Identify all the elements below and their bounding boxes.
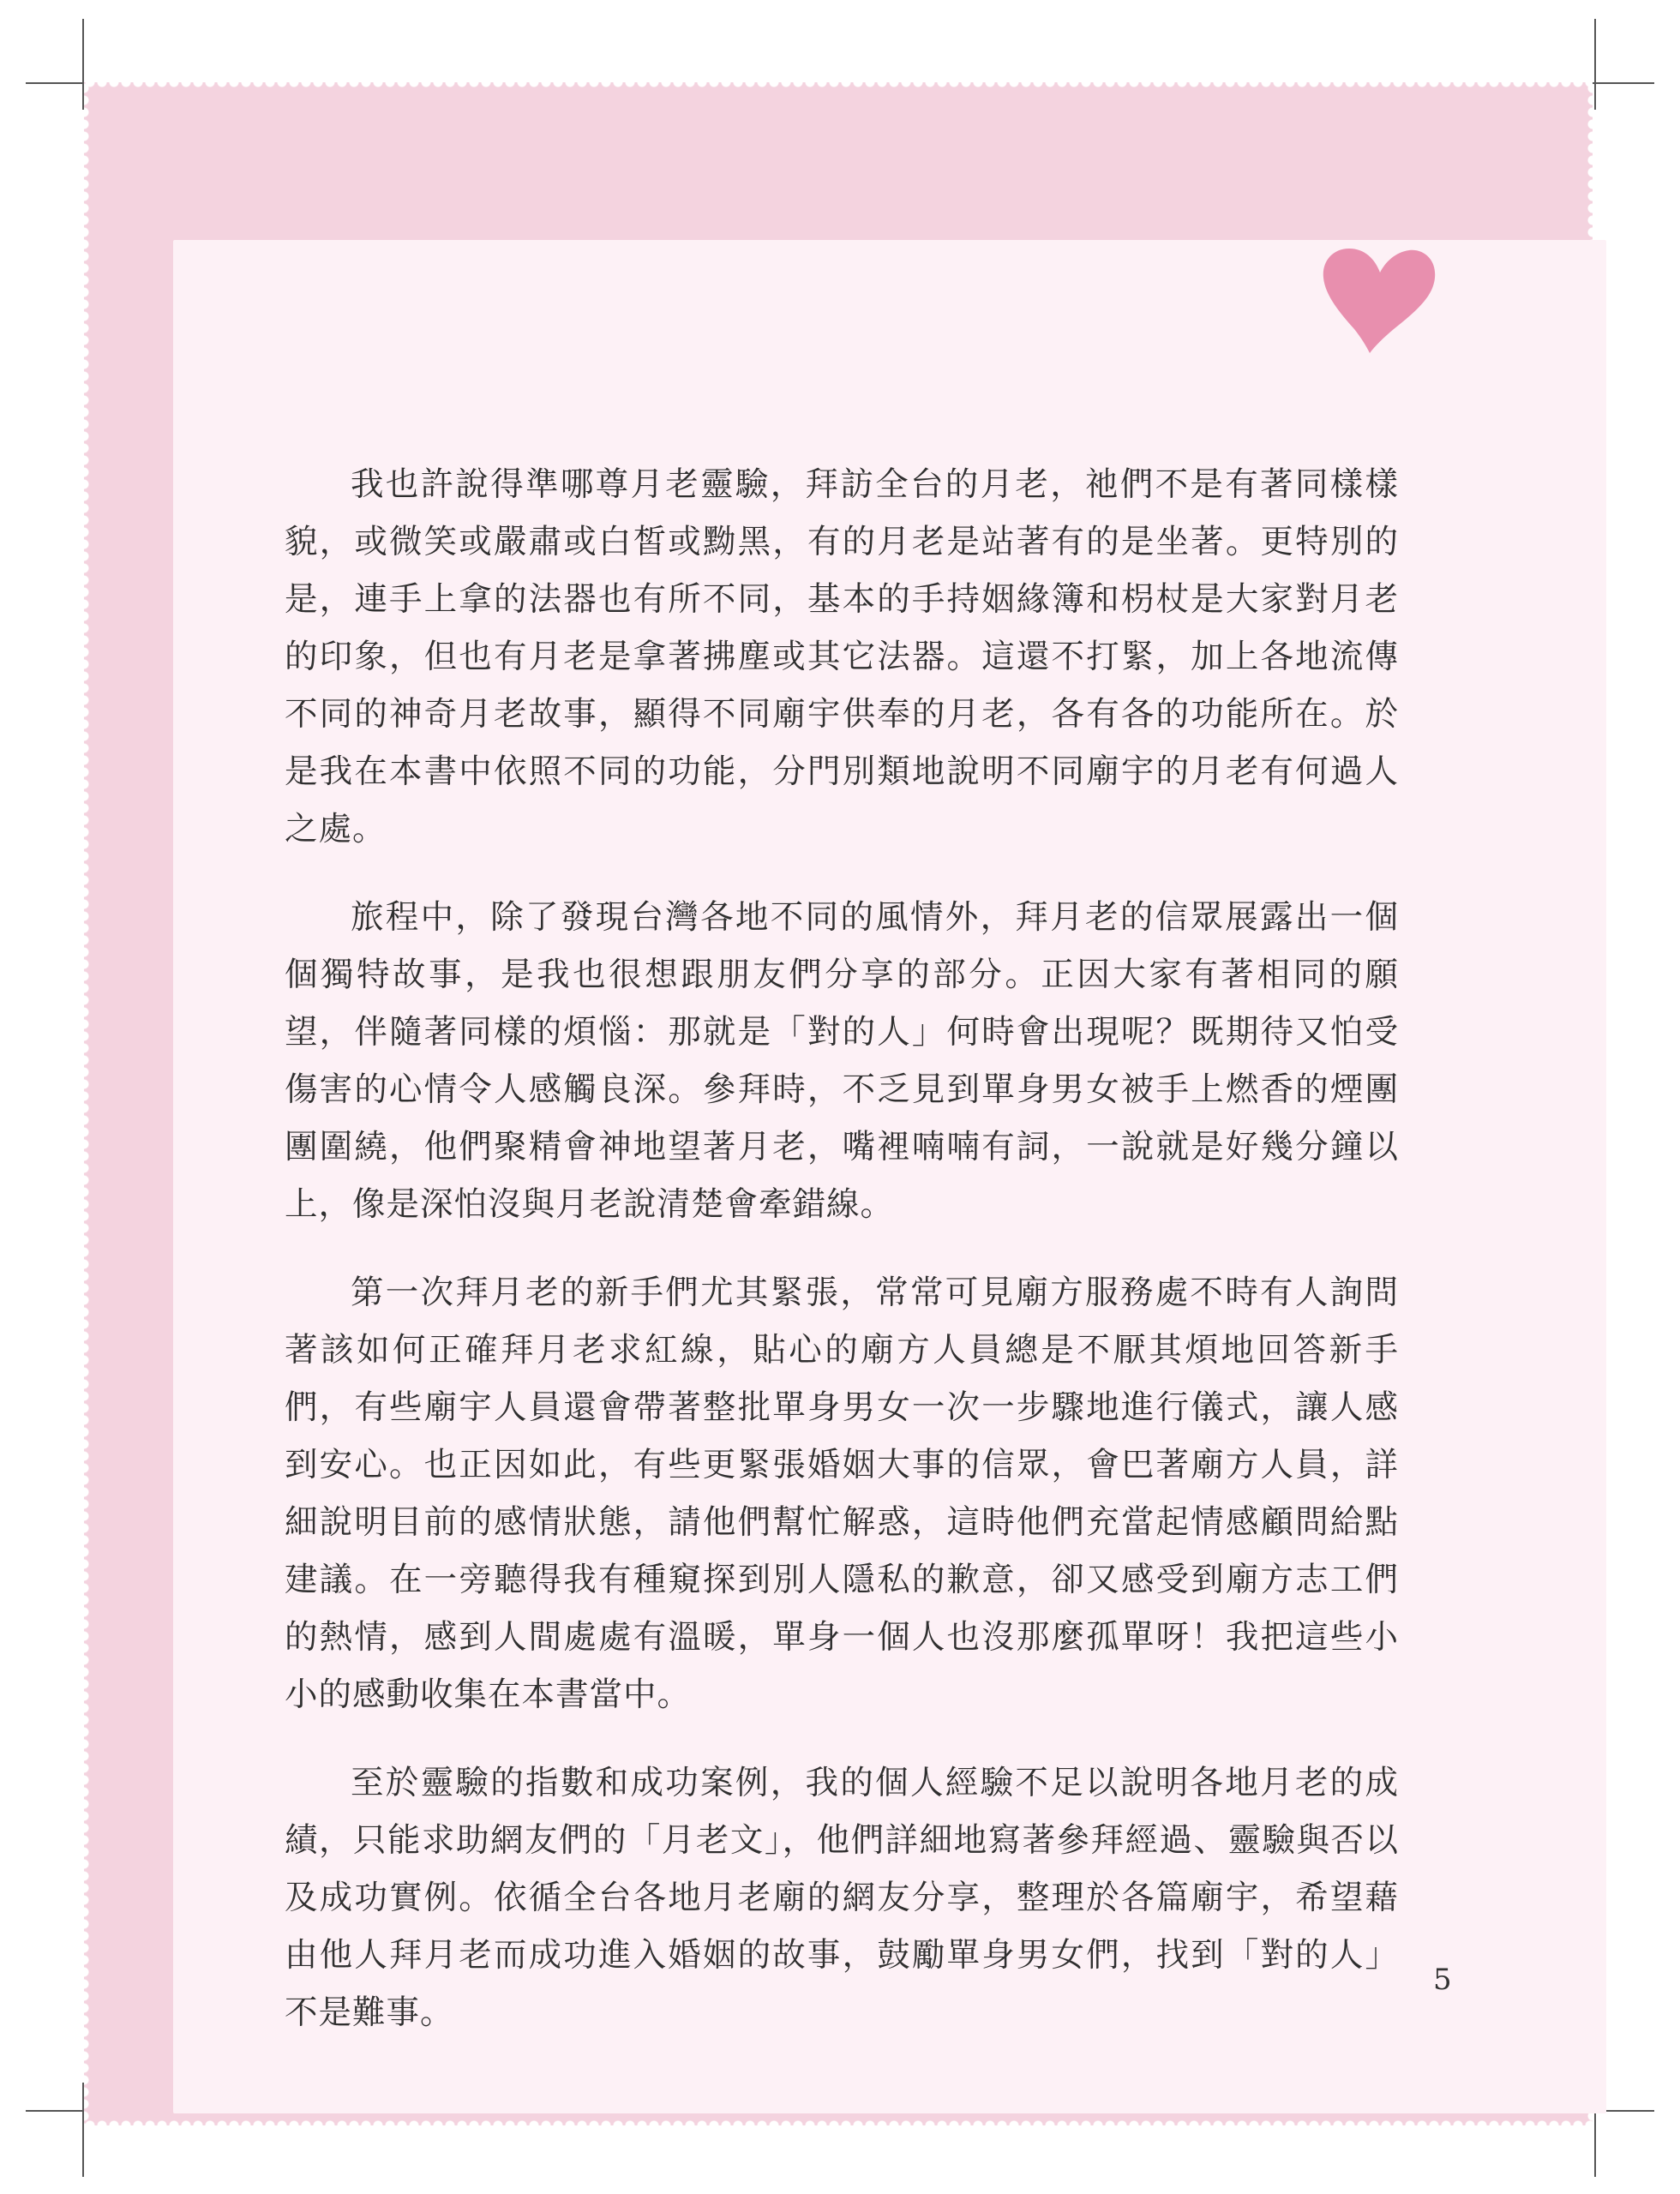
paragraph-2: 旅程中，除了發現台灣各地不同的風情外，拜月老的信眾展露出一個個獨特故事，是我也很想跟朋友們分享的部分。正因大家有著相同的願望，伴隨著同樣的煩惱：那就是「對的人」何時會出現呢？既期待又怕受傷害的心情令人感觸良深。參拜時，不乏見到單身男女被手上燃香的煙團團圍繞，他們聚精會神地望著月老，嘴裡喃喃有詞，一說就是好幾分鐘以上，像是深怕沒與月老說清楚會牽錯線。 <box>285 898 1399 1224</box>
paragraph-1: 我也許說得準哪尊月老靈驗，拜訪全台的月老，祂們不是有著同樣樣貌，或微笑或嚴肅或白皙或黝黑，有的月老是站著有的是坐著。更特別的是，連手上拿的法器也有所不同，基本的手持姻緣簿和枴杖是大家對月老的印象，但也有月老是拿著拂塵或其它法器。這還不打緊，加上各地流傳不同的神奇月老故事，顯得不同廟宇供奉的月老，各有各的功能所在。於是我在本書中依照不同的功能，分門別類地說明不同廟宇的月老有何過人之處。 <box>285 465 1399 848</box>
page-number: 5 <box>1433 1963 1452 1997</box>
crop-mark-top-right-v <box>1594 19 1596 110</box>
heart-icon <box>1320 245 1438 355</box>
paragraph-4: 至於靈驗的指數和成功案例，我的個人經驗不足以說明各地月老的成績，只能求助網友們的「月老文」，他們詳細地寫著參拜經過、靈驗與否以及成功實例。依循全台各地月老廟的網友分享，整理於各篇廟宇，希望藉由他人拜月老而成功進入婚姻的故事，鼓勵單身男女們，找到「對的人」不是難事。 <box>285 1764 1399 2032</box>
body-text <box>285 456 1399 2072</box>
paragraph-3: 第一次拜月老的新手們尤其緊張，常常可見廟方服務處不時有人詢問著該如何正確拜月老求紅線，貼心的廟方人員總是不厭其煩地回答新手們，有些廟宇人員還會帶著整批單身男女一次一步驟地進行儀式，讓人感到安心。也正因如此，有些更緊張婚姻大事的信眾，會巴著廟方人員，詳細說明目前的感情狀態，請他們幫忙解惑，這時他們充當起情感顧問給點建議。在一旁聽得我有種窺探到別人隱私的歉意，卻又感受到廟方志工們的熱情，感到人間處處有溫暖，單身一個人也沒那麼孤單呀！我把這些小小的感動收集在本書當中。 <box>285 1274 1399 1714</box>
stamp-frame-left-edge <box>84 82 96 2125</box>
